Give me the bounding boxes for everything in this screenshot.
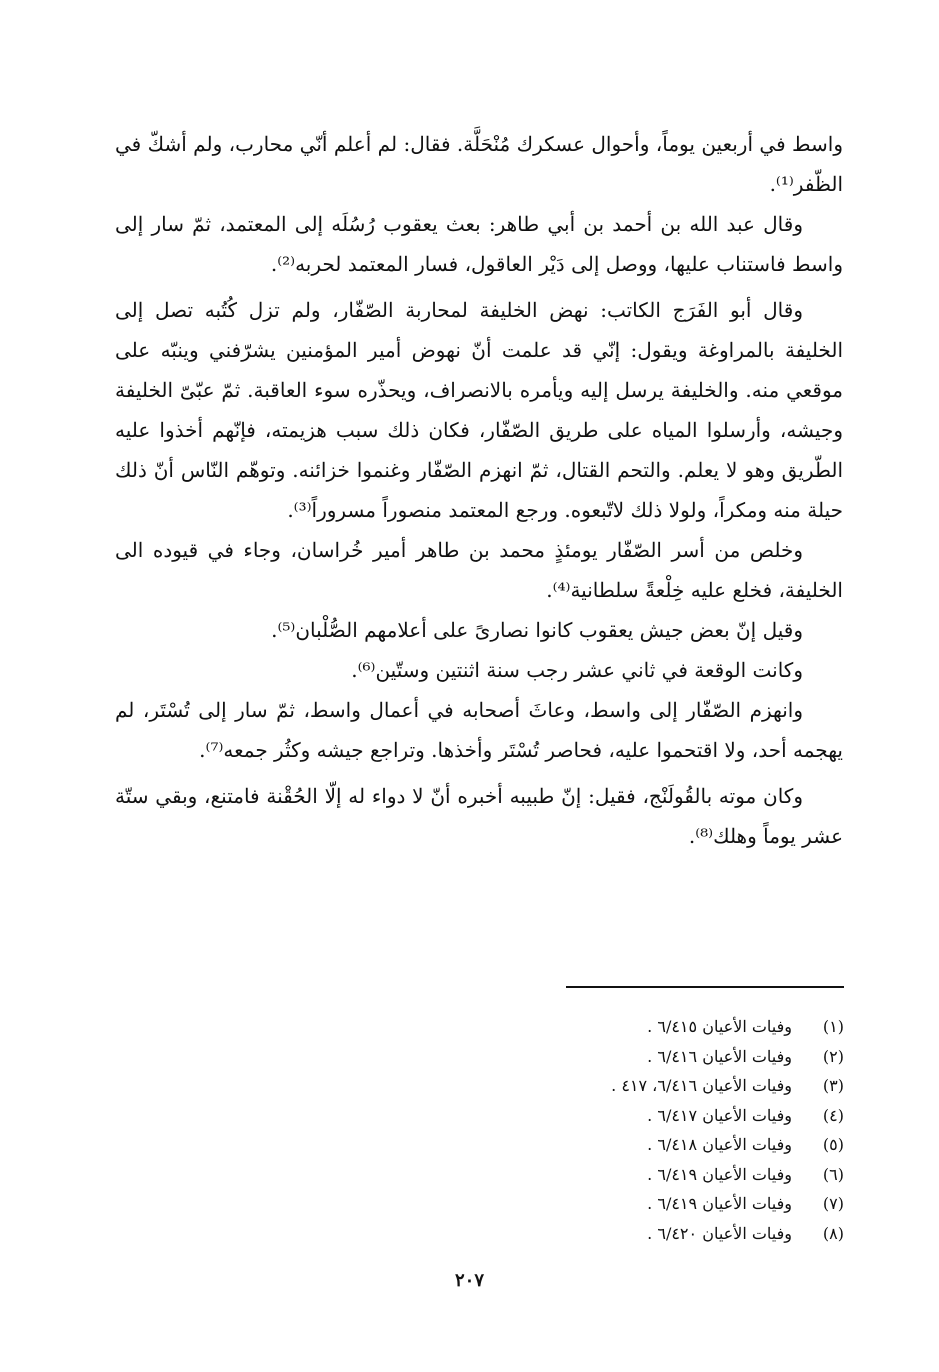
footnote-8 [400, 1219, 844, 1249]
paragraph-3: وقال أبو الفَرَج الكاتب: نهض الخليفة لمحاربة الصّفّار، ولم تزل كُتُبه تصل إلى الخليفة بالمراوغة ويقول: إنّي قد علمت أنّ نهوض أمير المؤمنين يشرّفني وينبّه على موقعي منه. والخليفة يرسل إليه ويأمره بالانصراف، ويحذّره سوء العاقبة. ثمّ عبّىّ الخليفة وجيشه، وأرسلوا المياه على طريق الصّفّار، فكان ذلك سبب هزيمته، فإنّهم أخذوا عليه الطّريق وهو لا يعلم. والتحم القتال، ثمّ انهزم الصّفّار وغنموا خزائنه. وتوهّم النّاس أنّ ذلك حيلة منه ومكراً، ولولا ذلك لاتّبعوه. ورجع المعتمد منصوراً مسروراً⁽³⁾. [115, 298, 843, 522]
footnote-text: وفيات الأعيان ٦/٤١٩ . [647, 1164, 792, 1184]
main-text [115, 124, 843, 856]
footnote-separator [566, 986, 844, 988]
footnote-number: (٥) [822, 1135, 844, 1154]
footnote-number: (٨) [822, 1223, 844, 1243]
footnote-text: وفيات الأعيان ٦/٤١٥ . [647, 1017, 792, 1036]
footnote-3 [400, 1071, 844, 1101]
footnotes [400, 1012, 844, 1248]
footnote-number: (٣) [822, 1076, 844, 1095]
footnote-text: وفيات الأعيان ٦/٤١٨ . [647, 1135, 792, 1154]
footnote-number: (٦) [822, 1164, 844, 1184]
paragraph-4: وخلص من أسر الصّفّار يومئذٍ محمد بن طاهر أمير خُراسان، وجاء في قيوده الى الخليفة، فخلع عليه خِلْعةً سلطانية⁽⁴⁾. [115, 538, 843, 602]
footnote-number: (٤) [822, 1105, 844, 1125]
footnote-text: وفيات الأعيان ٦/٤١٩ . [647, 1194, 792, 1213]
footnote-number: (٧) [822, 1194, 844, 1213]
paragraph-2: وقال عبد الله بن أحمد بن أبي طاهر: بعث يعقوب رُسُلَه إلى المعتمد، ثمّ سار إلى واسط فاستناب عليها، ووصل إلى دَيْر العاقول، فسار المعتمد لحربه⁽²⁾. [115, 212, 843, 276]
paragraph-6: وكانت الوقعة في ثاني عشر رجب سنة اثنتين وستّين⁽⁶⁾. [351, 658, 803, 682]
footnote-number: (٢) [822, 1046, 844, 1066]
paragraph-8: وكان موته بالقُولَنْج، فقيل: إنّ طبيبه أخبره أنّ لا دواء له إلّا الحُقْنة فامتنع، وبقي ستّة عشر يوماً وهلك⁽⁸⁾. [115, 784, 843, 848]
footnote-6 [400, 1160, 844, 1190]
footnote-text: وفيات الأعيان ٦/٤٢٠ . [647, 1223, 792, 1243]
footnote-text: وفيات الأعيان ٦/٤١٦ . [647, 1046, 792, 1066]
paragraph-7: وانهزم الصّفّار إلى واسط، وعاثَ أصحابه في أعمال واسط، ثمّ سار إلى تُسْتَر، لم يهجمه أحد، ولا اقتحموا عليه، فحاصر تُسْتَر وأخذها. وتراجع جيشه وكثُر جمعه⁽⁷⁾. [115, 698, 843, 762]
footnote-7 [400, 1189, 844, 1219]
footnote-number: (١) [822, 1017, 844, 1036]
paragraph-1: واسط في أربعين يوماً، وأحوال عسكرك مُنْحَلَّة. فقال: لم أعلم أنّي محارب، ولم أشكّ في الظّفر⁽¹⁾. [115, 132, 843, 196]
footnote-4 [400, 1101, 844, 1131]
page-number: ٢٠٧ [454, 1270, 484, 1291]
footnote-1 [400, 1012, 844, 1042]
footnote-text: وفيات الأعيان ٦/٤١٦، ٤١٧ . [611, 1076, 792, 1095]
paragraph-5: وقيل إنّ بعض جيش يعقوب كانوا نصارىً على أعلامهم الصُّلْبان⁽⁵⁾. [271, 618, 803, 642]
footnote-2 [400, 1042, 844, 1072]
footnote-5 [400, 1130, 844, 1160]
footnote-text: وفيات الأعيان ٦/٤١٧ . [647, 1105, 792, 1125]
